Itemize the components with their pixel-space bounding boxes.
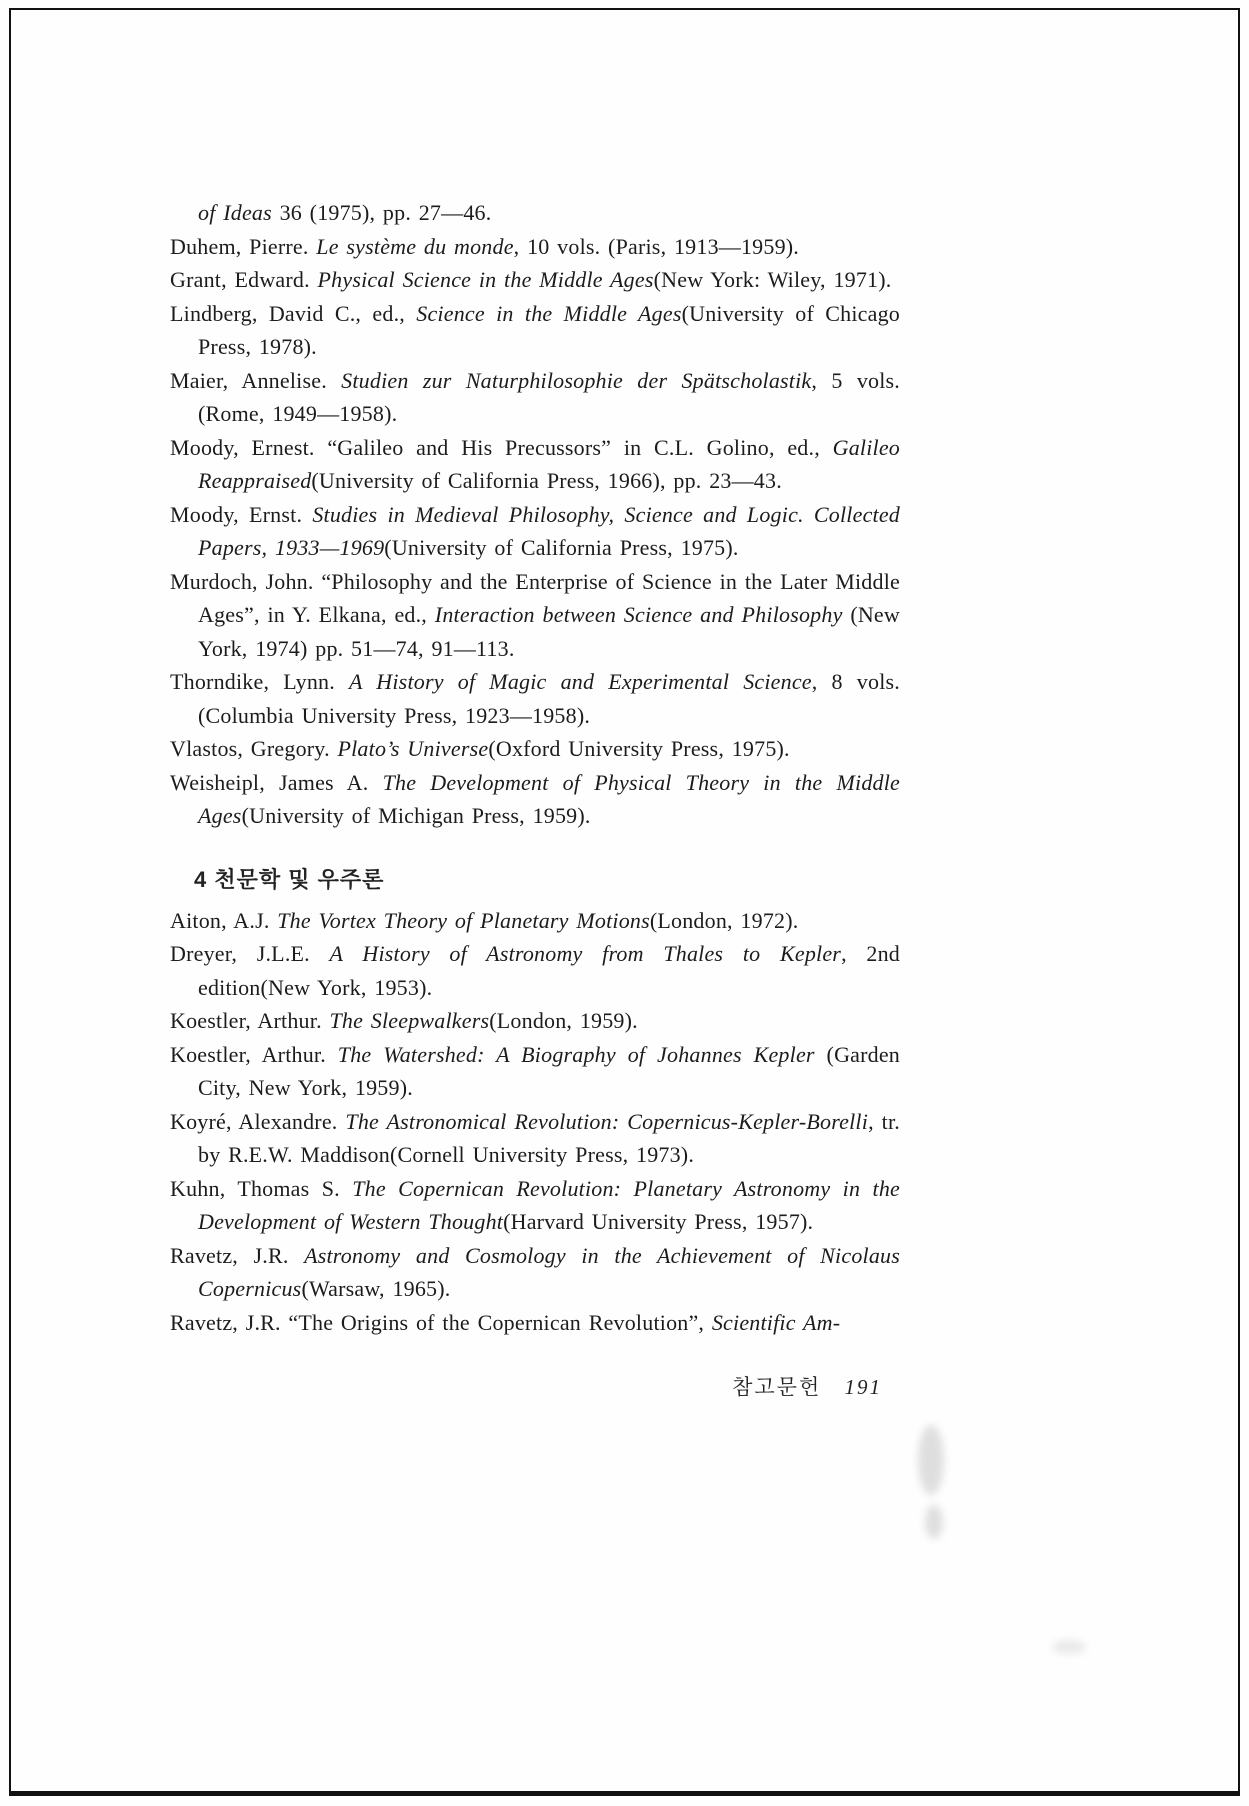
- bibliography-entry: [170, 196, 900, 230]
- entry-text: Aiton, A.J.: [170, 907, 278, 933]
- bibliography-list-1: [170, 196, 900, 833]
- entry-text: Kuhn, Thomas S.: [170, 1175, 353, 1201]
- entry-text: Dreyer, J.L.E.: [170, 941, 330, 966]
- scan-artifact: [918, 1425, 944, 1495]
- entry-text: (London, 1972).: [649, 907, 799, 933]
- entry-text: Duhem, Pierre.: [170, 233, 317, 259]
- footer-label: 참고문헌: [732, 1375, 822, 1399]
- entry-text: (University of California Press, 1975).: [384, 535, 739, 560]
- entry-text: (Harvard University Press, 1957).: [503, 1209, 814, 1234]
- bibliography-entry: [170, 1004, 900, 1038]
- bibliography-entry: [170, 230, 900, 264]
- entry-text: , 8 vols. (Columbia University Press, 1923—1958).: [198, 669, 900, 728]
- entry-title-text: Scientific Am-: [711, 1309, 841, 1335]
- bibliography-entry: [170, 1172, 900, 1239]
- entry-title-text: Studien zur Naturphilosophie der Spätscholastik: [341, 367, 812, 393]
- entry-text: Vlastos, Gregory.: [170, 736, 338, 761]
- entry-text: , tr. by R.E.W. Maddison(Cornell University Press, 1973).: [198, 1108, 900, 1167]
- scan-artifact: [1052, 1640, 1086, 1654]
- page-footer: [170, 1371, 900, 1401]
- footer-page-number: 191: [844, 1375, 882, 1399]
- bibliography-entry: [170, 263, 900, 297]
- entry-text: (London, 1959).: [489, 1008, 638, 1033]
- bibliography-entry: [170, 1306, 900, 1340]
- entry-title-text: The Vortex Theory of Planetary Motions: [277, 907, 650, 933]
- entry-title-text: The Watershed: A Biography of Johannes Kepler: [337, 1041, 815, 1067]
- entry-text: (University of California Press, 1966), pp. 23—43.: [311, 468, 782, 493]
- entry-text: , 2nd edition(New York, 1953).: [198, 941, 900, 1000]
- bibliography-entry: [170, 904, 900, 938]
- entry-text: Murdoch, John. “Philosophy and the Enterprise of Science in the Later Middle Ages”, in Y. Elkana, ed.,: [170, 568, 900, 627]
- bibliography-entry: [170, 732, 900, 766]
- entry-title-text: Physical Science in the Middle Ages: [317, 267, 654, 292]
- entry-text: Grant, Edward.: [170, 267, 318, 292]
- entry-text: Ravetz, J.R.: [170, 1242, 305, 1268]
- entry-text: (Garden City, New York, 1959).: [198, 1041, 901, 1100]
- entry-text: , 10 vols. (Paris, 1913—1959).: [513, 233, 799, 259]
- bibliography-entry: [170, 364, 900, 431]
- entry-title-text: of Ideas: [198, 200, 272, 225]
- entry-title-text: A History of Astronomy from Thales to Kepler: [329, 941, 842, 966]
- entry-text: , 5 vols. (Rome, 1949—1958).: [198, 367, 900, 426]
- bibliography-list-2: [170, 904, 900, 1340]
- bibliography-entry: [170, 297, 900, 364]
- bibliography-entry: [170, 1239, 900, 1306]
- entry-title-text: Science in the Middle Ages: [416, 300, 682, 326]
- section-heading: 4 천문학 및 우주론: [194, 866, 385, 892]
- entry-text: Koestler, Arthur.: [170, 1008, 330, 1033]
- entry-text: Moody, Ernest. “Galileo and His Precussors” in C.L. Golino, ed.,: [170, 434, 833, 460]
- entry-text: Ravetz, J.R. “The Origins of the Copernican Revolution”,: [170, 1309, 712, 1335]
- bibliography-entry: [170, 498, 900, 565]
- entry-text: Koestler, Arthur.: [170, 1041, 338, 1067]
- bibliography-entry: [170, 766, 900, 833]
- entry-text: Weisheipl, James A.: [170, 769, 383, 795]
- entry-text: (University of Chicago Press, 1978).: [198, 300, 900, 359]
- bibliography-entry: [170, 937, 900, 1004]
- entry-text: (Warsaw, 1965).: [301, 1276, 451, 1301]
- entry-title-text: A History of Magic and Experimental Science: [348, 669, 812, 694]
- bibliography-text-block: [170, 196, 900, 1401]
- entry-title-text: The Copernican Revolution: Planetary Astronomy in the Development of Western Thought: [198, 1175, 900, 1234]
- entry-title-text: Galileo Reappraised: [198, 434, 900, 493]
- entry-title-text: The Astronomical Revolution: Copernicus-Kepler-Borelli: [345, 1108, 869, 1134]
- entry-text: Thorndike, Lynn.: [170, 669, 349, 694]
- scan-artifact: [925, 1505, 943, 1539]
- bibliography-entry: [170, 1038, 900, 1105]
- entry-text: 36 (1975), pp. 27—46.: [271, 200, 492, 225]
- entry-title-text: Interaction between Science and Philosophy: [434, 602, 843, 627]
- entry-text: (New York: Wiley, 1971).: [653, 267, 892, 292]
- bibliography-entry: [170, 565, 900, 666]
- entry-text: (Oxford University Press, 1975).: [488, 736, 790, 761]
- entry-text: Moody, Ernst.: [170, 501, 313, 527]
- entry-text: (New York, 1974) pp. 51—74, 91—113.: [198, 602, 900, 661]
- entry-title-text: The Development of Physical Theory in the Middle Ages: [198, 769, 900, 828]
- entry-text: (University of Michigan Press, 1959).: [241, 803, 591, 828]
- entry-title-text: Le système du monde: [316, 233, 514, 259]
- entry-title-text: The Sleepwalkers: [329, 1008, 490, 1033]
- bibliography-entry: [170, 665, 900, 732]
- entry-text: Lindberg, David C., ed.,: [170, 300, 417, 326]
- entry-text: Koyré, Alexandre.: [170, 1108, 346, 1134]
- entry-title-text: Astronomy and Cosmology in the Achievement of Nicolaus Copernicus: [198, 1242, 900, 1301]
- bibliography-entry: [170, 1105, 900, 1172]
- entry-text: Maier, Annelise.: [170, 367, 342, 393]
- bibliography-entry: [170, 431, 900, 498]
- entry-title-text: Plato’s Universe: [337, 736, 489, 761]
- entry-title-text: Studies in Medieval Philosophy, Science and Logic. Collected Papers, 1933—1969: [198, 501, 901, 560]
